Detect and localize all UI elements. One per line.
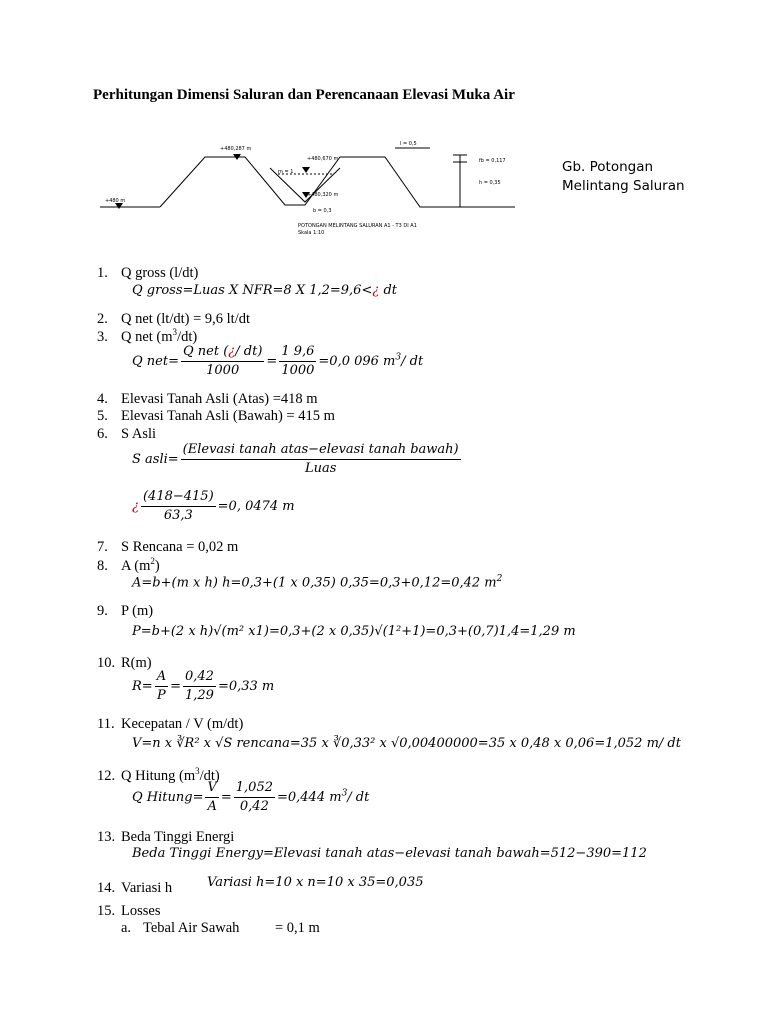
list-item-2: 2. Q net (lt/dt) = 9,6 lt/dt — [97, 311, 250, 327]
list-item-15: 15. Losses — [97, 903, 161, 919]
label-middle-top: +480,670 m — [307, 156, 339, 162]
list-item-14: 14. Variasi h — [97, 880, 173, 896]
label-left-ground: +480 m — [105, 198, 126, 204]
document-title: Perhitungan Dimensi Saluran dan Perencanaan Elevasi Muka Air — [93, 87, 515, 103]
label-left-top: +480,287 m — [220, 146, 252, 152]
formula-area: A=b+(m x h) h=0,3+(1 x 0,35) 0,35=0,3+0,12=0,42 $m^2$ — [132, 574, 503, 591]
list-item-4: 4. Elevasi Tanah Asli (Atas) =418 m — [97, 391, 318, 407]
sub-item-a: a. Tebal Air Sawah = 0,1 m — [121, 920, 320, 936]
list-item-11: 11. Kecepatan / V (m/dt) — [97, 716, 244, 732]
list-item-3: 3. Q net $(m^3/dt)$ — [97, 327, 198, 345]
label-bottom-width: b = 0,3 — [313, 208, 332, 214]
list-item-7: 7. S Rencana = 0,02 m — [97, 539, 239, 555]
drawing-title: POTONGAN MELINTANG SALURAN A1 - T3 DI A1 — [298, 223, 417, 229]
list-item-9: 9. P (m) — [97, 603, 154, 619]
formula-s-asli-value: ¿ $\frac{(418-415)}{63,3}$ =0, 0474 m — [132, 489, 295, 523]
list-item-13: 13. Beda Tinggi Energi — [97, 829, 235, 845]
formula-radius: R= $\frac{A}{P}$ = $\frac{0,42}{1,29}$ =0,33 m — [132, 669, 275, 703]
label-fb: fb = 0,117 — [479, 158, 506, 164]
drawing-scale: Skala 1:10 — [298, 230, 325, 236]
formula-velocity: V=n x ∛R² x √S rencana=35 x ∛0,33² x √0,00400000=35 x 0,48 x 0,06=1,052 m/ dt — [132, 736, 681, 751]
label-h: h = 0,35 — [479, 180, 501, 186]
label-top-width: l = 0,5 — [400, 141, 417, 147]
formula-q-net: Q net= $\frac{\text{Q net (¿/ dt)}}{1000}$ = $\frac{1 9,6}{1000}$ =0,0 096 $m^3/$ dt — [132, 344, 424, 378]
formula-q-hitung: Q Hitung= $\frac{V}{A}$ = $\frac{1,052}{0,42}$ =0,444 $m^3/$ dt — [132, 780, 370, 814]
list-item-6: 6. S Asli — [97, 426, 157, 442]
figure-caption-line1: Gb. Potongan — [562, 159, 654, 175]
label-slope: m = 1 — [278, 169, 294, 175]
formula-s-asli: S asli= $\frac{\text{(Elevasi tanah atas−elevasi tanah bawah)}}{\text{Luas}}$ — [132, 442, 459, 476]
formula-perimeter: P=b+(2 x h)√(m² x1)=0,3+(2 x 0,35)√(1²+1)=0,3+(0,7)1,4=1,29 m — [132, 624, 576, 639]
list-item-5: 5. Elevasi Tanah Asli (Bawah) = 415 m — [97, 408, 335, 424]
list-item-10: 10. R(m) — [97, 655, 152, 671]
formula-variasi-h: Variasi h=10 x n=10 x 35=0,035 — [207, 875, 424, 890]
figure-caption-line2: Melintang Saluran — [562, 178, 685, 194]
formula-energy: Beda Tinggi Energy=Elevasi tanah atas−elevasi tanah bawah=512−390=112 — [132, 846, 647, 861]
formula-q-gross: Q gross=Luas X NFR=8 X 1,2=9,6<¿ dt — [132, 283, 398, 298]
list-item-8: 8. A $(m^2)$ — [97, 556, 160, 574]
cross-section-figure — [95, 130, 525, 250]
list-item-1: 1. Q gross (l/dt) — [97, 265, 199, 281]
figure-caption — [562, 158, 685, 196]
list-item-12: 12. Q Hitung $(m^3/dt)$ — [97, 766, 220, 784]
label-bottom: +480,320 m — [307, 192, 339, 198]
cross-section-drawing — [95, 130, 525, 245]
